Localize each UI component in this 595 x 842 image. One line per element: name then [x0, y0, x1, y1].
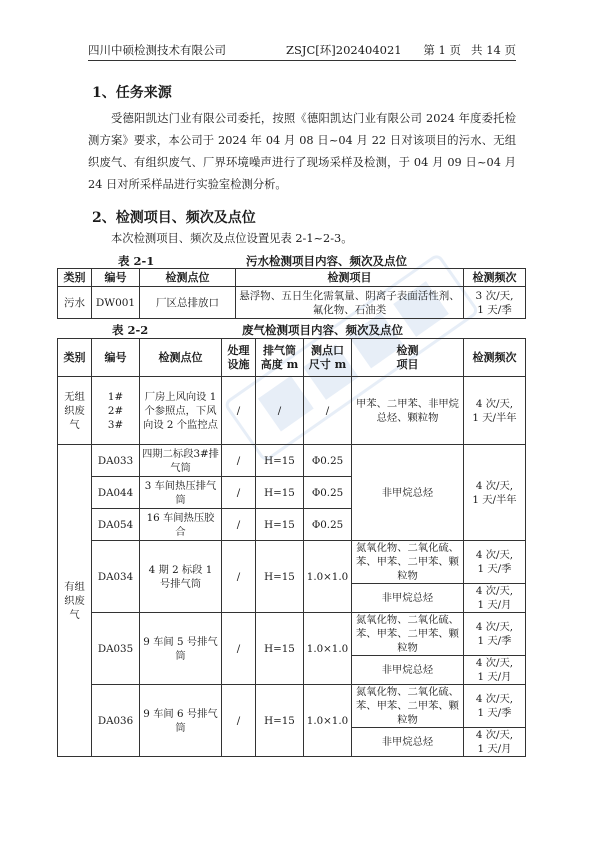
- col-header-category: 类别: [58, 269, 92, 287]
- col-header-category: 类别: [58, 339, 92, 377]
- cell-facility: /: [222, 377, 256, 445]
- cell-frequency: [464, 584, 526, 613]
- header-page-total: 共 14 页: [471, 43, 516, 57]
- frequency-line: 4 次/天,: [475, 657, 514, 669]
- section-paragraph-items: 本次检测项目、频次及点位设置见表 2-1~2-3。: [111, 232, 353, 245]
- page-header: [88, 40, 516, 61]
- cell-size: 1.0×1.0: [304, 541, 352, 613]
- cell-facility: /: [222, 541, 256, 613]
- header-page-number: 第 1 页: [423, 43, 462, 57]
- table-row: [58, 685, 526, 728]
- cell-facility: /: [222, 477, 256, 509]
- point-id: 2#: [107, 404, 124, 417]
- header-line: 项目: [396, 357, 419, 371]
- table1-caption-number: 表 2-1: [118, 254, 155, 268]
- col-header-location: 检测点位: [140, 269, 236, 287]
- cell-location: 四期二标段3#排气筒: [140, 445, 222, 477]
- cell-frequency: [464, 541, 526, 584]
- cell-size: 1.0×1.0: [304, 685, 352, 757]
- cell-items: 非甲烷总烃: [352, 728, 464, 757]
- cell-items: 非甲烷总烃: [352, 656, 464, 685]
- cell-items: 非甲烷总烃: [352, 445, 464, 541]
- cell-size: Φ0.25: [304, 509, 352, 541]
- table2-caption-title: 废气检测项目内容、频次及点位: [242, 323, 403, 337]
- frequency-line: 1 天/月: [477, 671, 512, 683]
- cell-location: 3 车间热压排气筒: [140, 477, 222, 509]
- col-header-items: [352, 339, 464, 377]
- header-line: 检测: [396, 343, 419, 357]
- cell-size: 1.0×1.0: [304, 613, 352, 685]
- cell-category: 无组织废气: [58, 377, 92, 445]
- wastewater-table: [57, 268, 526, 319]
- col-header-height: [256, 339, 304, 377]
- frequency-line: 1 天/季: [477, 707, 512, 719]
- col-header-location: 检测点位: [140, 339, 222, 377]
- cell-size: /: [304, 377, 352, 445]
- col-header-items: 检测项目: [236, 269, 464, 287]
- cell-height: H=15: [256, 445, 304, 477]
- point-id: 1#: [107, 390, 124, 403]
- cell-location: 4 期 2 标段 1 号排气筒: [140, 541, 222, 613]
- cell-id: [92, 377, 140, 445]
- cell-size: Φ0.25: [304, 477, 352, 509]
- frequency-line: 1 天/半年: [472, 411, 517, 424]
- cell-facility: /: [222, 613, 256, 685]
- col-header-frequency: 检测频次: [464, 269, 526, 287]
- header-line: 高度 m: [260, 357, 299, 371]
- cell-frequency: [464, 287, 526, 319]
- frequency-line: 3 次/天,: [475, 289, 514, 302]
- cell-height: H=15: [256, 509, 304, 541]
- col-header-id: 编号: [92, 339, 140, 377]
- cell-items: 悬浮物、五日生化需氧量、阴离子表面活性剂、氟化物、石油类: [236, 287, 464, 319]
- cell-id: DA035: [92, 613, 140, 685]
- cell-items: 氮氧化物、二氧化硫、苯、甲苯、二甲苯、颗粒物: [352, 685, 464, 728]
- header-line: 设施: [227, 357, 250, 371]
- cell-items: 氮氧化物、二氧化硫、苯、甲苯、二甲苯、颗粒物: [352, 613, 464, 656]
- col-header-id: 编号: [92, 269, 140, 287]
- section-paragraph-task-source: 受德阳凯达门业有限公司委托，按照《德阳凯达门业有限公司 2024 年度委托检测方案》要求，本公司于 2024 年 04 月 08 日~04 月 22 日对该项目的污水、无组织废气、有组织废气、厂界环境噪声进行了现场采样及检测，于 04 月 09 日~04 月 24 日对所采样品进行实验室检测分析。: [88, 112, 516, 191]
- frequency-line: 1 天/季: [477, 635, 512, 647]
- cell-id: DA044: [92, 477, 140, 509]
- cell-frequency: [464, 728, 526, 757]
- table-row: [58, 445, 526, 477]
- cell-items: 氮氧化物、二氧化硫、苯、甲苯、二甲苯、颗粒物: [352, 541, 464, 584]
- frequency-line: 1 天/季: [477, 563, 512, 575]
- section-heading-items: 2、检测项目、频次及点位: [92, 210, 256, 226]
- table-row: [58, 377, 526, 445]
- cell-id: DA033: [92, 445, 140, 477]
- cell-location: 9 车间 6 号排气筒: [140, 685, 222, 757]
- cell-location: 16 车间热压胶合: [140, 509, 222, 541]
- cell-height: /: [256, 377, 304, 445]
- frequency-line: 1 天/半年: [472, 493, 517, 506]
- cell-items: 甲苯、二甲苯、非甲烷总烃、颗粒物: [352, 377, 464, 445]
- cell-facility: /: [222, 685, 256, 757]
- cell-height: H=15: [256, 477, 304, 509]
- cell-height: H=15: [256, 685, 304, 757]
- point-id: 3#: [107, 418, 124, 431]
- table-header-row: [58, 269, 526, 287]
- header-line: 测点口: [311, 343, 344, 357]
- cell-category: 污水: [58, 287, 92, 319]
- cell-frequency: [464, 445, 526, 541]
- cell-location: 厂区总排放口: [140, 287, 236, 319]
- frequency-line: 1 天/月: [477, 599, 512, 611]
- section-heading-task-source: 1、任务来源: [92, 85, 172, 101]
- header-line: 处理: [227, 343, 250, 357]
- cell-facility: /: [222, 445, 256, 477]
- frequency-line: 4 次/天,: [475, 729, 514, 741]
- col-header-size: [304, 339, 352, 377]
- frequency-line: 1 天/月: [477, 743, 512, 755]
- frequency-line: 1 天/季: [477, 303, 512, 316]
- table-header-row: [58, 339, 526, 377]
- header-line: 排气筒: [263, 343, 296, 357]
- frequency-line: 4 次/天,: [475, 585, 514, 597]
- frequency-line: 4 次/天,: [475, 397, 514, 410]
- cell-size: Φ0.25: [304, 445, 352, 477]
- frequency-line: 4 次/天,: [475, 621, 514, 633]
- frequency-line: 4 次/天,: [475, 549, 514, 561]
- cell-id: DA054: [92, 509, 140, 541]
- cell-id: DA036: [92, 685, 140, 757]
- cell-frequency: [464, 656, 526, 685]
- cell-height: H=15: [256, 613, 304, 685]
- header-line: 尺寸 m: [308, 357, 347, 371]
- cell-id: DA034: [92, 541, 140, 613]
- header-report-code: ZSJC[环]202404021: [286, 43, 402, 57]
- col-header-frequency: 检测频次: [464, 339, 526, 377]
- cell-items: 非甲烷总烃: [352, 584, 464, 613]
- header-company: 四川中硕检测技术有限公司: [88, 43, 226, 57]
- cell-facility: /: [222, 509, 256, 541]
- table-row: [58, 541, 526, 584]
- waste-gas-table: [57, 338, 526, 757]
- cell-location: 9 车间 5 号排气筒: [140, 613, 222, 685]
- cell-frequency: [464, 377, 526, 445]
- col-header-facility: [222, 339, 256, 377]
- table1-caption-title: 污水检测项目内容、频次及点位: [246, 254, 407, 268]
- cell-category: 有组织废气: [58, 445, 92, 757]
- cell-frequency: [464, 613, 526, 656]
- frequency-line: 4 次/天,: [475, 693, 514, 705]
- table-row: [58, 287, 526, 319]
- cell-frequency: [464, 685, 526, 728]
- cell-id: DW001: [92, 287, 140, 319]
- header-page-info: [404, 42, 516, 58]
- cell-location: 厂房上风向设 1 个参照点，下风向设 2 个监控点: [140, 377, 222, 445]
- table2-caption-number: 表 2-2: [112, 323, 149, 337]
- cell-height: H=15: [256, 541, 304, 613]
- frequency-line: 4 次/天,: [475, 479, 514, 492]
- table-row: [58, 613, 526, 656]
